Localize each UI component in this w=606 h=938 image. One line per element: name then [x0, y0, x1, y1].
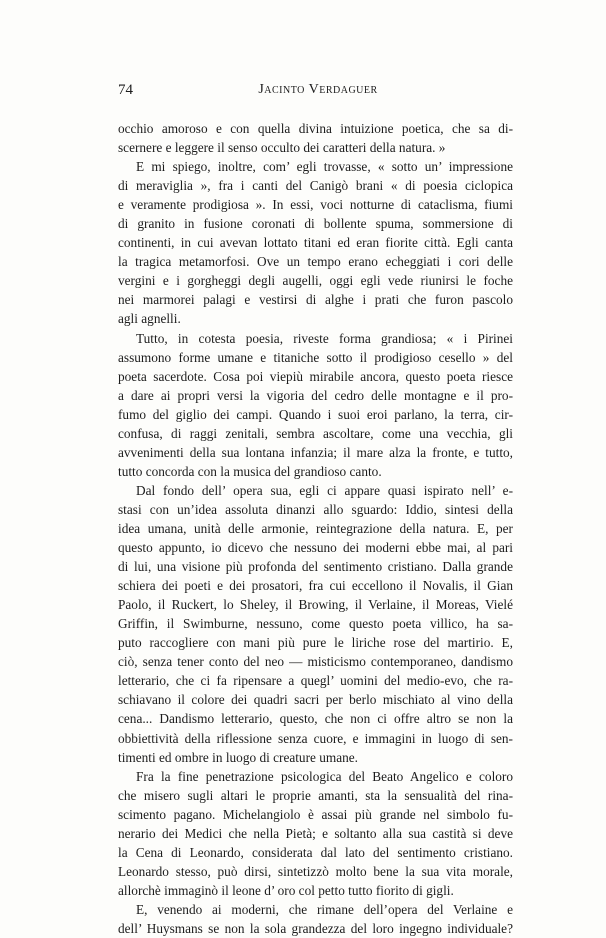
- text-line: Paolo, il Ruckert, lo Sheley, il Browing, il Verlaine, il Moreas, Vielé: [118, 597, 513, 613]
- text-line: continenti, in cui avevan lottato titani ed eran fiorite città. Egli canta: [118, 235, 513, 251]
- text-line: occhio amoroso e con quella divina intuizione poetica, che sa di-: [118, 121, 513, 136]
- text-line: la Cena di Leonardo, considerata dal lato del sentimento cristiano.: [118, 844, 513, 860]
- text-line: nerario dei Medici che nella Pietà; e soltanto alla sua castità si deve: [118, 825, 513, 841]
- text-line: obbiettività della riflessione senza cuore, e immagini in luogo di sen-: [118, 730, 513, 746]
- text-line: stasi con un’idea assoluta dinanzi allo sguardo: Iddio, sintesi della: [118, 501, 513, 517]
- running-title: Jacinto Verdaguer: [258, 82, 378, 97]
- text-line: Fra la fine penetrazione psicologica del Beato Angelico e coloro: [136, 768, 513, 784]
- text-line: avvenimenti della sua lontana infanzia; il mare alza la fronte, e tutto,: [118, 444, 513, 460]
- text-line: agli agnelli.: [118, 311, 181, 327]
- text-line: fumo del giglio dei campi. Quando i suoi eroi parlano, la terra, cir-: [118, 406, 513, 422]
- text-line: Tutto, in cotesta poesia, riveste forma grandiosa; « i Pirinei: [136, 330, 513, 346]
- text-line: vergini e i gorgheggi degli augelli, oggi egli vede riunirsi le foche: [118, 273, 513, 289]
- text-line: tutto concorda con la musica del grandioso canto.: [118, 463, 382, 479]
- text-line: assumono forme umane e titaniche sotto il prodigioso cesello » del: [118, 349, 513, 365]
- body-text: [118, 119, 513, 938]
- text-line: di lui, una visione più profonda del sentimento cristiano. Dalla grande: [118, 559, 513, 575]
- text-line: ciò, senza tener conto del neo — misticismo contemporaneo, dandismo: [118, 654, 513, 670]
- text-line: scernere e leggere il senso occulto dei caratteri della natura. »: [118, 140, 446, 156]
- text-line: E, venendo ai moderni, che rimane dell’opera del Verlaine e: [136, 901, 513, 917]
- text-line: a dare ai propri versi la vigoria del cedro delle montagne e il pro-: [118, 387, 513, 403]
- text-line: letterario, che ci fa ripensare a quegl’ uomini del medio-evo, che ra-: [118, 673, 513, 689]
- text-line: schiavano il colore dei quadri sacri per berlo mischiato al vino della: [118, 692, 513, 708]
- text-line: scimento pagano. Michelangiolo è assai più grande nel simbolo fu-: [118, 806, 513, 822]
- text-line: cena... Dandismo letterario, questo, che non ci offre altro se non la: [118, 711, 513, 727]
- text-line: che misero sugli altari le proprie amanti, sta la sensualità del rina-: [118, 787, 513, 803]
- text-line: Leonardo stesso, può dirsi, sintetizzò molto bene la sua vita morale,: [118, 863, 513, 879]
- text-line: di meraviglia », fra i canti del Canigò brani « di poesia ciclopica: [118, 178, 513, 194]
- text-line: idea umana, unità delle armonie, reintegrazione della natura. E, per: [118, 520, 513, 536]
- text-line: la tragica metamorfosi. Ove un tempo erano echeggiati i cori delle: [118, 254, 513, 270]
- text-line: Griffin, il Swimburne, nessuno, come questo poeta villico, ha sa-: [118, 616, 513, 632]
- text-line: e veramente prodigiosa ». In essi, voci notturne di cataclisma, fiumi: [118, 197, 513, 213]
- text-line: di granito in fusione coronati di bollente spuma, sommersione di: [118, 216, 513, 232]
- text-line: E mi spiego, inoltre, com’ egli trovasse, « sotto un’ impressione: [136, 159, 513, 175]
- text-line: questo appunto, io dicevo che nessuno dei moderni ebbe mai, al pari: [118, 540, 513, 556]
- text-line: Dal fondo dell’ opera sua, egli ci appare quasi ispirato nell’ e-: [136, 482, 513, 498]
- text-line: poeta sacerdote. Cosa poi viepiù mirabile ancora, questo poeta riesce: [118, 368, 513, 384]
- text-line: nei marmorei palagi e vestirsi di alghe i prati che furon pascolo: [118, 292, 513, 308]
- text-line: dell’ Huysmans se non la sola grandezza del loro ingegno individuale?: [118, 920, 513, 936]
- page-number: 74: [118, 82, 133, 98]
- text-line: allorchè immaginò il leone d’ oro col petto tutto fiorito di gigli.: [118, 882, 454, 898]
- text-line: timenti ed ombre in luogo di creature umane.: [118, 749, 359, 765]
- page-header: [118, 82, 518, 102]
- text-line: puto raccogliere con mani più pure le liriche rose del martirio. E,: [118, 635, 513, 651]
- text-line: schiera dei poeti e dei prosatori, fra cui eccellono il Novalis, il Gian: [118, 578, 513, 594]
- text-line: confusa, di raggi zenitali, sembra ascoltare, come una vecchia, gli: [118, 425, 513, 441]
